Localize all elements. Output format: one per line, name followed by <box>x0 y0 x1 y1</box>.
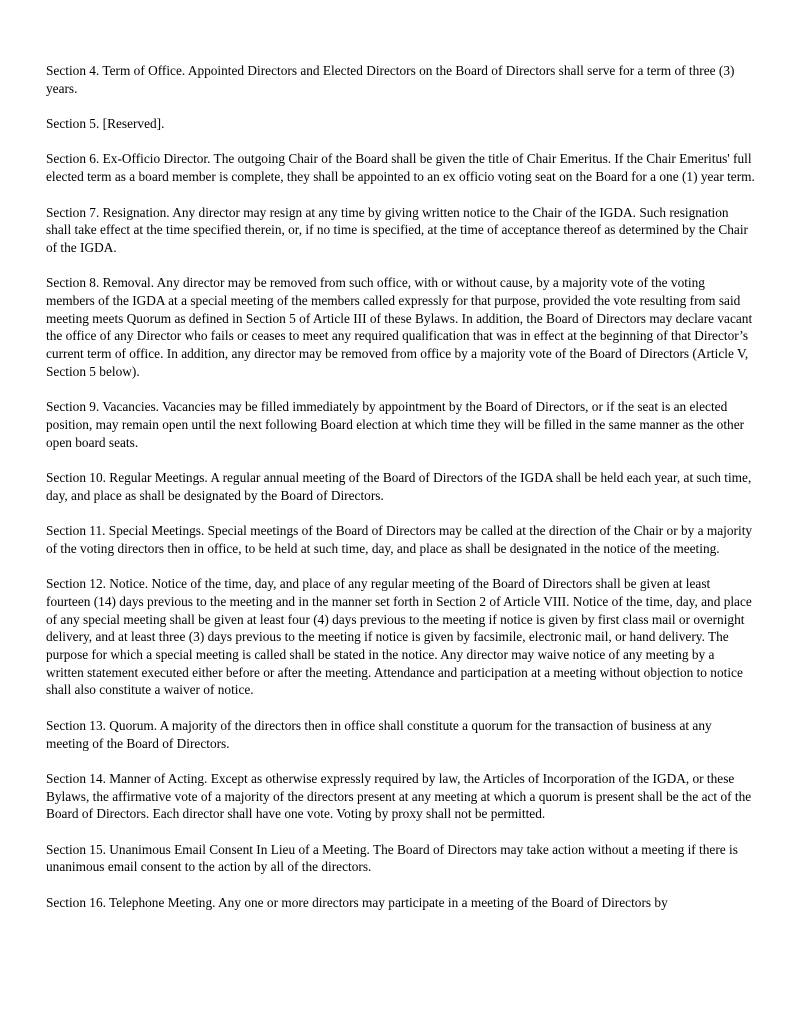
paragraph-section-10: Section 10. Regular Meetings. A regular annual meeting of the Board of Directors of the IGDA shall be held each year, at such time, day, and place as shall be designated by the Board of Directors. <box>46 470 752 503</box>
paragraph-section-15: Section 15. Unanimous Email Consent In Lieu of a Meeting. The Board of Directors may take action without a meeting if there is unanimous email consent to the action by all of the directors. <box>46 841 738 875</box>
paragraph-section-16: Section 16. Telephone Meeting. Any one or more directors may participate in a meeting of the Board of Directors by <box>46 894 668 910</box>
paragraph-section-12: Section 12. Notice. Notice of the time, day, and place of any regular meeting of the Board of Directors shall be given at least fourteen (14) days previous to the meeting and in the manner set forth in Section 2 of Article VIII. Notice of the time, day, and place of any special meeting shall be given at least four (4) days previous to the meeting if notice is given by first class mail or overnight delivery, and at least three (3) days previous to the meeting if notice is given by facsimile, electronic mail, or hand delivery. The purpose for which a special meeting is called shall be stated in the notice. Any director may waive notice of any meeting by a written statement executed either before or after the meeting. Attendance and participation at a meeting without objection to notice shall also constitute a waiver of notice. <box>46 576 752 698</box>
paragraph-section-4: Section 4. Term of Office. Appointed Directors and Elected Directors on the Board of Directors shall serve for a term of three (3) years. <box>46 63 735 96</box>
paragraph-section-8: Section 8. Removal. Any director may be removed from such office, with or without cause, by a majority vote of the voting members of the IGDA at a special meeting of the members called expressly for that purpose, provided the vote resulting from said meeting meets Quorum as defined in Section 5 of Article III of these Bylaws. In addition, the Board of Directors may declare vacant the office of any Director who fails or ceases to meet any required qualification that was in effect at the beginning of that Director’s current term of office. In addition, any director may be removed from office by a majority vote of the Board of Directors (Article V, Section 5 below). <box>46 275 753 379</box>
paragraph-section-5: Section 5. [Reserved]. <box>46 116 165 132</box>
paragraph-section-13: Section 13. Quorum. A majority of the directors then in office shall constitute a quorum for the transaction of business at any meeting of the Board of Directors. <box>46 717 712 751</box>
paragraph-section-7: Section 7. Resignation. Any director may resign at any time by giving written notice to the Chair of the IGDA. Such resignation shall take effect at the time specified therein, or, if no time is specified, at the time of acceptance thereof as determined by the Chair of the IGDA. <box>46 204 748 255</box>
paragraph-section-9: Section 9. Vacancies. Vacancies may be filled immediately by appointment by the Board of Directors, or if the seat is an elected position, may remain open until the next following Board election at which time they will be filled in the same manner as the other open board seats. <box>46 399 745 450</box>
paragraph-section-6: Section 6. Ex-Officio Director. The outgoing Chair of the Board shall be given the title of Chair Emeritus. If the Chair Emeritus' full elected term as a board member is complete, they shall be appointed to an ex officio voting seat on the Board for a one (1) year term. <box>46 151 755 185</box>
paragraph-section-14: Section 14. Manner of Acting. Except as otherwise expressly required by law, the Articles of Incorporation of the IGDA, or these Bylaws, the affirmative vote of a majority of the directors present at any meeting at which a quorum is present shall be the act of the Board of Directors. Each director shall have one vote. Voting by proxy shall not be permitted. <box>46 770 752 822</box>
paragraph-section-11: Section 11. Special Meetings. Special meetings of the Board of Directors may be called at the direction of the Chair or by a majority of the voting directors then in office, to be held at such time, day, and place as shall be designated in the notice of the meeting. <box>46 523 753 556</box>
